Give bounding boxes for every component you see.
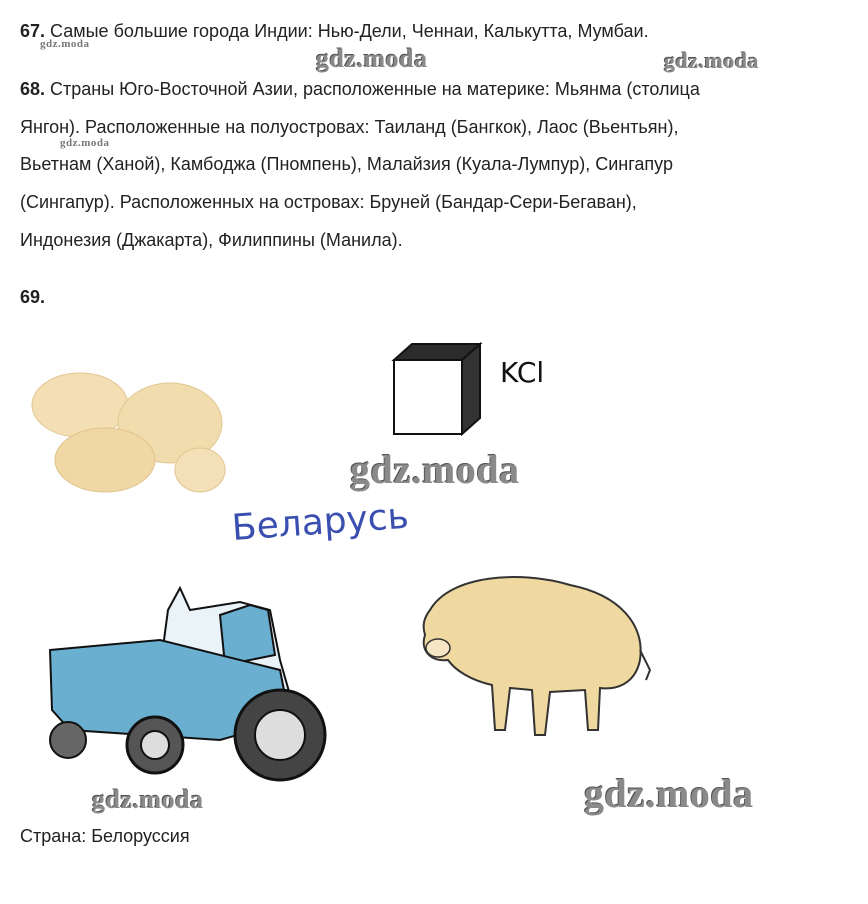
question-69-number: 69. bbox=[20, 287, 46, 307]
bison-drawing bbox=[410, 570, 670, 750]
country-label: Беларусь bbox=[230, 495, 411, 549]
salt-label: KCl bbox=[500, 356, 545, 389]
question-68-line-1 bbox=[20, 78, 700, 100]
question-68-line-3: Вьетнам (Ханой), Камбоджа (Пномпень), Малайзия (Куала-Лумпур), Сингапур bbox=[20, 154, 673, 174]
watermark: gdz.moda bbox=[316, 44, 428, 73]
potatoes-drawing bbox=[30, 365, 230, 500]
watermark: gdz.moda bbox=[584, 771, 754, 816]
potato bbox=[55, 428, 155, 492]
question-68-line-4: (Сингапур). Расположенных на островах: Бруней (Бандар-Сери-Бегаван), bbox=[20, 192, 637, 212]
potato bbox=[175, 448, 225, 492]
watermark: gdz.moda bbox=[350, 447, 520, 492]
question-67-text: Самые большие города Индии: Нью-Дели, Ченнаи, Калькутта, Мумбаи. bbox=[45, 21, 649, 41]
salt-cube-drawing bbox=[390, 340, 490, 440]
potato bbox=[32, 373, 128, 437]
country-caption: Страна: Белоруссия bbox=[20, 826, 190, 846]
question-68-line-2: Янгон). Расположенные на полуостровах: Таиланд (Бангкок), Лаос (Вьентьян), bbox=[20, 117, 679, 137]
question-68-line-5: Индонезия (Джакарта), Филиппины (Манила). bbox=[20, 230, 403, 250]
tractor-drawing bbox=[40, 580, 340, 780]
watermark: gdz.moda bbox=[60, 137, 110, 149]
question-67-number: 67. bbox=[20, 21, 46, 41]
question-68-number: 68. bbox=[20, 79, 46, 99]
question-67 bbox=[20, 20, 649, 42]
watermark: gdz.moda bbox=[92, 785, 204, 814]
watermark: gdz.moda bbox=[664, 48, 760, 73]
watermark: gdz.moda bbox=[40, 38, 90, 50]
question-68-text: Страны Юго-Восточной Азии, расположенные на материке: Мьянма (столица bbox=[45, 79, 700, 99]
